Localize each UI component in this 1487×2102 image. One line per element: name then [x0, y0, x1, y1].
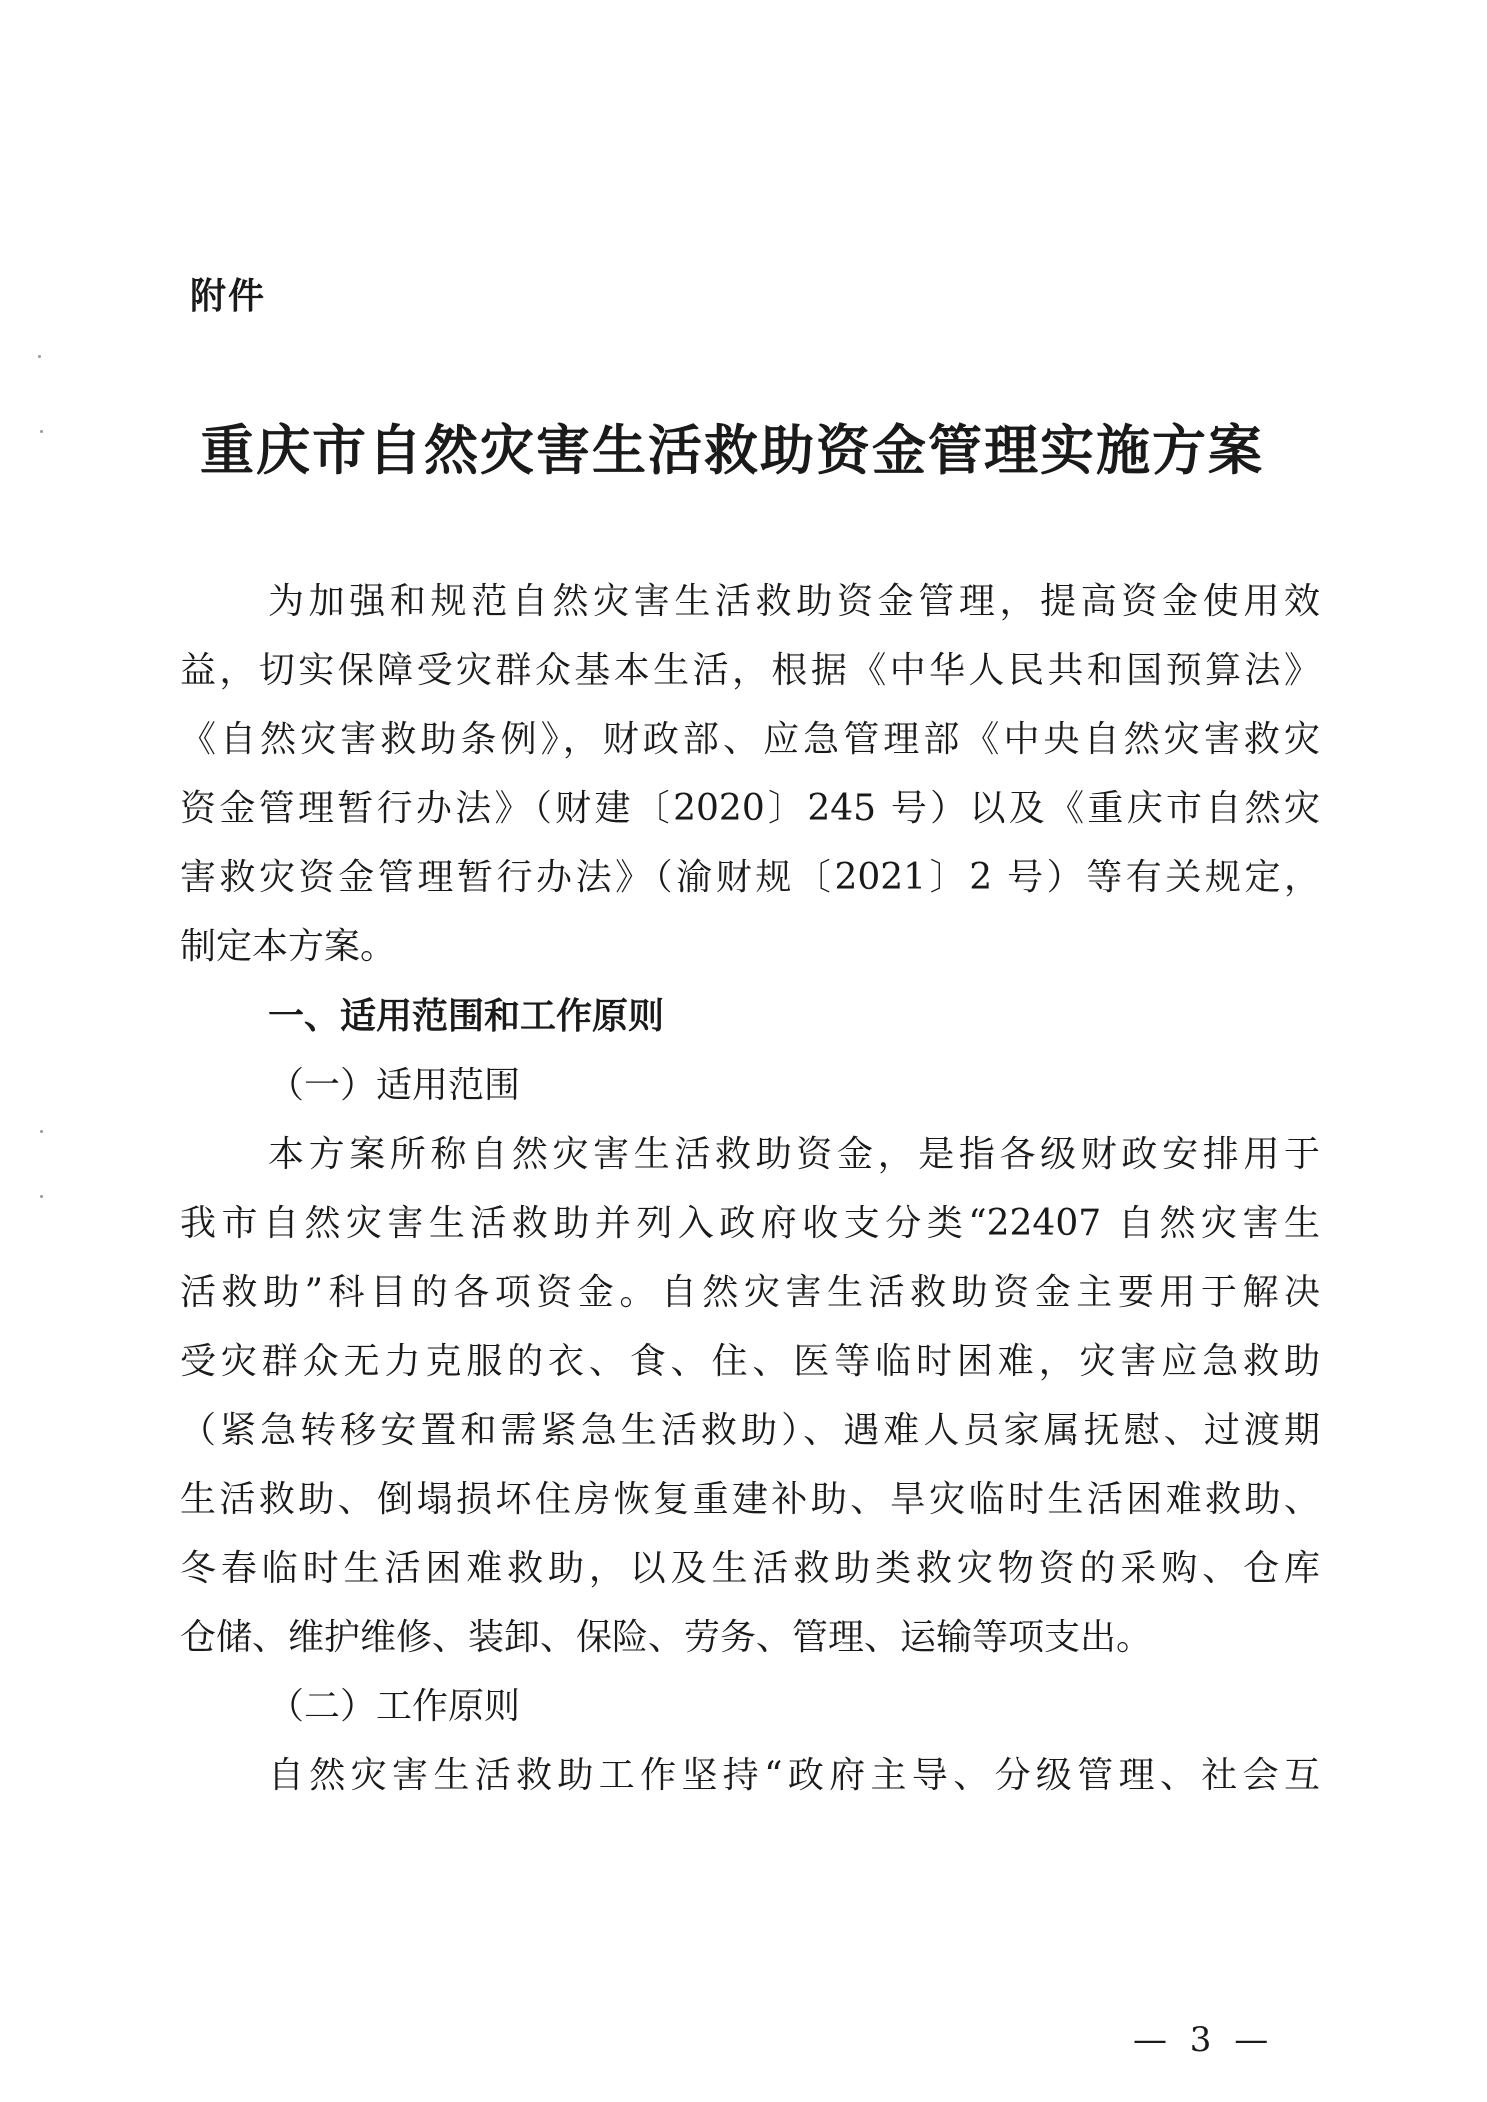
subsection-heading: （一）适用范围 — [268, 1065, 521, 1106]
scan-speck — [38, 355, 41, 358]
paragraph-line: 资金管理暂行办法》（财建〔2020〕245 号）以及《重庆市自然灾 — [180, 788, 1320, 829]
attachment-label: 附件 — [190, 276, 267, 317]
paragraph-line: 本方案所称自然灾害生活救助资金，是指各级财政安排用于 — [268, 1134, 1320, 1175]
scan-speck — [40, 1195, 43, 1198]
scan-speck — [40, 430, 43, 433]
document-title: 重庆市自然灾害生活救助资金管理实施方案 — [200, 419, 1264, 482]
paragraph-line: 制定本方案。 — [180, 926, 397, 967]
paragraph-line: 冬春临时生活困难救助，以及生活救助类救灾物资的采购、仓库 — [180, 1548, 1320, 1589]
paragraph-line: 害救灾资金管理暂行办法》（渝财规〔2021〕2 号）等有关规定， — [180, 857, 1320, 898]
paragraph-line: 生活救助、倒塌损坏住房恢复重建补助、旱灾临时生活困难救助、 — [180, 1479, 1320, 1520]
section-heading: 一、适用范围和工作原则 — [268, 996, 665, 1037]
paragraph-line: 为加强和规范自然灾害生活救助资金管理，提高资金使用效 — [268, 581, 1320, 622]
subsection-heading: （二）工作原则 — [268, 1686, 521, 1727]
scan-speck — [40, 1130, 43, 1133]
paragraph-line: 受灾群众无力克服的衣、食、住、医等临时困难，灾害应急救助 — [180, 1341, 1320, 1382]
paragraph-line: 活救助”科目的各项资金。自然灾害生活救助资金主要用于解决 — [180, 1272, 1320, 1313]
paragraph-line: 益，切实保障受灾群众基本生活，根据《中华人民共和国预算法》 — [180, 650, 1320, 691]
paragraph-line: 自然灾害生活救助工作坚持“政府主导、分级管理、社会互 — [268, 1755, 1320, 1796]
paragraph-line: 我市自然灾害生活救助并列入政府收支分类“22407 自然灾害生 — [180, 1203, 1320, 1244]
paragraph-line: 仓储、维护维修、装卸、保险、劳务、管理、运输等项支出。 — [180, 1617, 1153, 1658]
paragraph-line: 《自然灾害救助条例》，财政部、应急管理部《中央自然灾害救灾 — [180, 719, 1320, 760]
page-number: — 3 — — [1133, 2020, 1275, 2060]
paragraph-line: （紧急转移安置和需紧急生活救助）、遇难人员家属抚慰、过渡期 — [180, 1410, 1320, 1451]
